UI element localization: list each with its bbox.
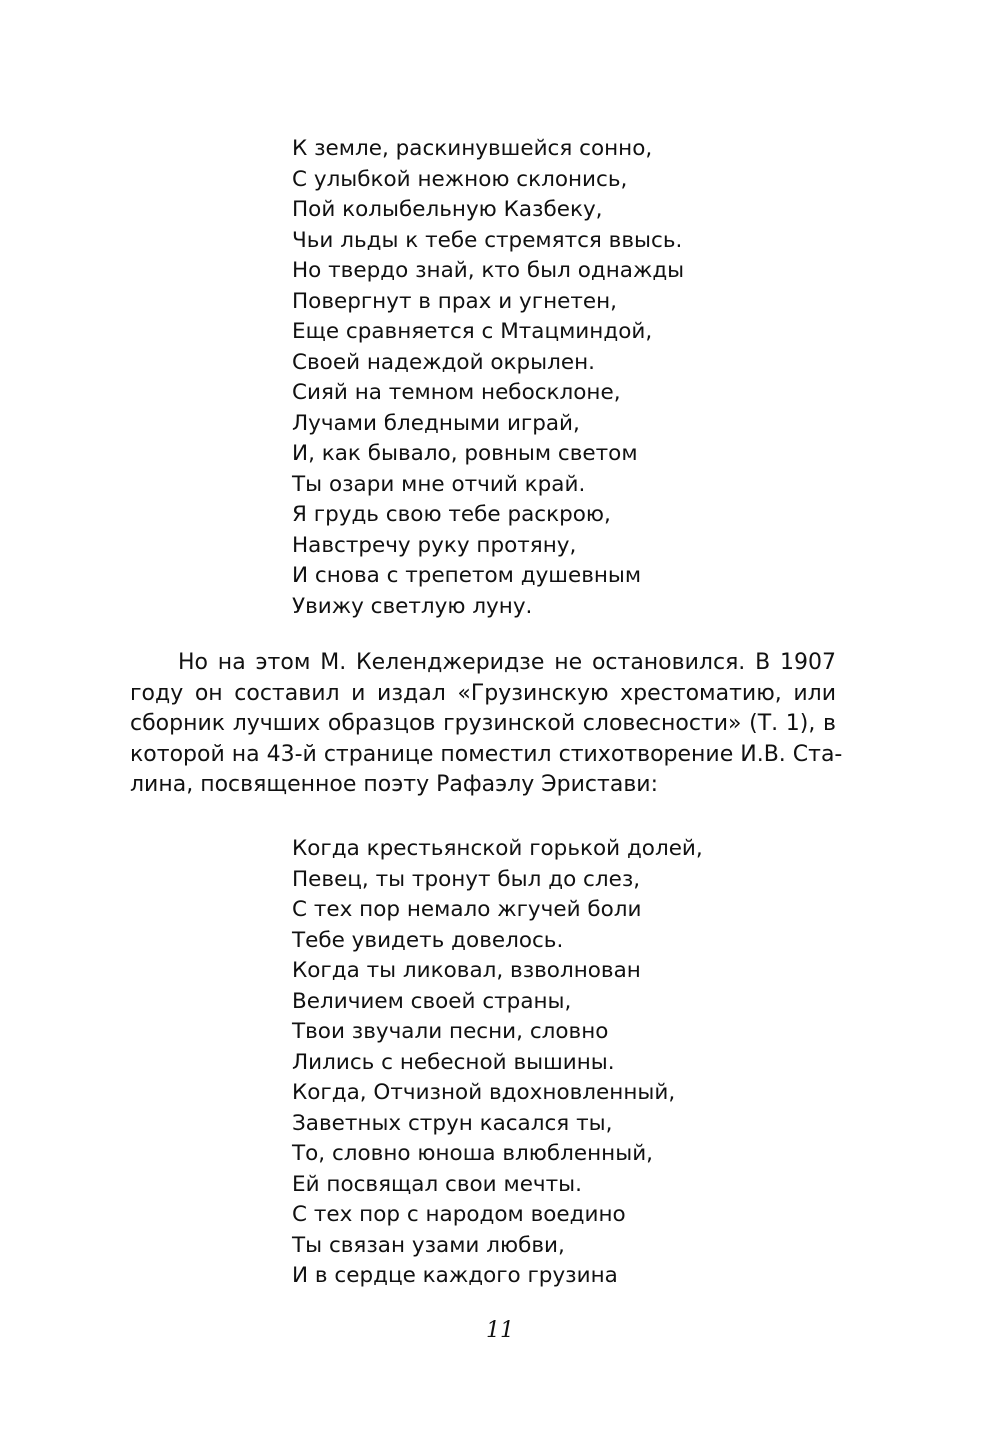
paragraph-line: лина, посвященное поэту Рафаэлу Эристави: (130, 772, 658, 797)
poem-line: Заветных струн касался ты, (292, 1110, 613, 1136)
poem-line: И в сердце каждого грузина (292, 1263, 618, 1288)
paragraph-line: Но на этом М. Келенджеридзе не остановился. В 1907 (178, 650, 836, 675)
poem-line: Своей надеждой окрылен. (292, 349, 596, 375)
poem-line: Сияй на темном небосклоне, (292, 380, 621, 405)
poem-line: Навстречу руку протяну, (292, 532, 577, 558)
poem-line: То, словно юноша влюбленный, (292, 1141, 654, 1166)
poem-line: Пой колыбельную Казбеку, (292, 197, 603, 222)
poem-line: Тебе увидеть довелось. (292, 927, 564, 953)
poem-stanza-eristavi (292, 834, 703, 1292)
poem-line: Твои звучали песни, словно (292, 1019, 609, 1044)
poem-line: Певец, ты тронут был до слез, (292, 866, 641, 892)
poem-line: Лились с небесной вышины. (292, 1049, 615, 1075)
poem-stanza-moon (292, 134, 684, 622)
poem-line: И снова с трепетом душевным (292, 563, 642, 588)
poem-line: Ты связан узами любви, (292, 1232, 565, 1258)
poem-line: Я грудь свою тебе раскрою, (292, 502, 611, 527)
poem-line: Чьи льды к тебе стремятся ввысь. (292, 227, 683, 253)
paragraph-line: году он составил и издал «Грузинскую хрестоматию, или (130, 680, 836, 706)
poem-line: Когда, Отчизной вдохновленный, (292, 1080, 676, 1105)
page-number: 11 (486, 1318, 514, 1343)
poem-line: Лучами бледными играй, (292, 410, 580, 436)
poem-line: И, как бывало, ровным светом (292, 441, 638, 466)
poem-line: С улыбкой нежною склонись, (292, 166, 628, 192)
poem-line: Но твердо знай, кто был однажды (292, 258, 685, 283)
poem-line: С тех пор немало жгучей боли (292, 897, 642, 922)
poem-line: Повергнут в прах и угнетен, (292, 288, 617, 314)
poem-line: Ей посвящал свои мечты. (292, 1171, 582, 1197)
paragraph-line: сборник лучших образцов грузинской словесности» (Т. 1), в (130, 711, 836, 736)
poem-line: Величием своей страны, (292, 988, 572, 1014)
poem-line: Когда крестьянской горькой долей, (292, 836, 703, 861)
poem-line: Еще сравняется с Мтацминдой, (292, 319, 653, 344)
poem-line: Ты озари мне отчий край. (292, 471, 586, 497)
poem-line: Увижу светлую луну. (292, 593, 533, 619)
paragraph-line: которой на 43-й странице поместил стихотворение И.В. Ста- (130, 741, 843, 767)
poem-line: К земле, раскинувшейся сонно, (292, 136, 653, 161)
poem-line: С тех пор с народом воедино (292, 1202, 626, 1227)
body-paragraph (130, 648, 843, 801)
poem-line: Когда ты ликовал, взволнован (292, 958, 641, 983)
